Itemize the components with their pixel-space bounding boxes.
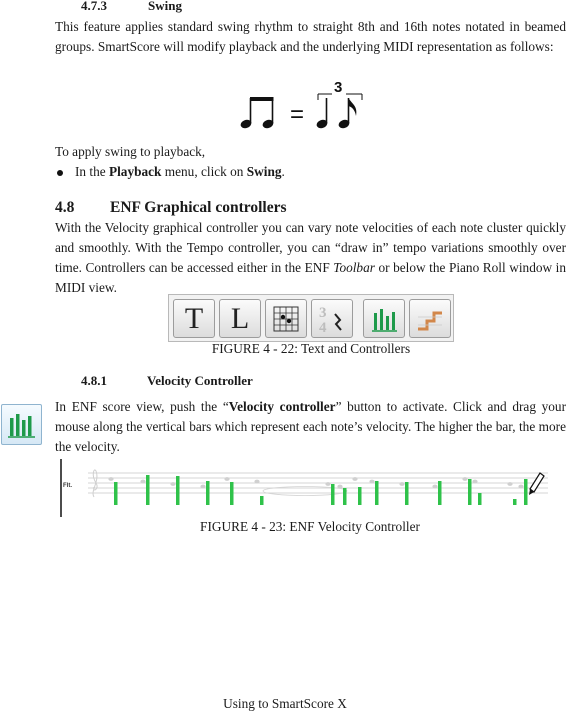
- page-footer: Using to SmartScore X: [223, 696, 347, 711]
- svg-text:4: 4: [319, 319, 327, 336]
- bullet-item: In the Playback menu, click on Swing.: [55, 162, 285, 182]
- swing-menu-item: Swing: [246, 164, 282, 179]
- section-number: 4.8: [55, 199, 75, 216]
- note-head: [369, 480, 374, 484]
- eighth-note: [337, 98, 356, 130]
- staff-instrument-label: Flt.: [63, 483, 72, 489]
- velocity-bars-icon: [2, 405, 41, 444]
- velocity-bar[interactable]: [114, 482, 118, 505]
- chord-grid-icon: [271, 304, 301, 334]
- section-title: ENF Graphical controllers: [110, 199, 287, 216]
- section-heading-4-8-1: [81, 373, 253, 389]
- text-and-controllers-toolbar: [168, 294, 454, 342]
- velocity-bar[interactable]: [478, 493, 482, 505]
- section-number: 4.7.3: [81, 0, 107, 13]
- velocity-bar[interactable]: [230, 482, 234, 505]
- swing-paragraph: This feature applies standard swing rhythm to straight 8th and 16th notes notated in beamed groups. SmartScore will modify playback and the underlying MIDI representation as follows:: [55, 19, 566, 54]
- velocity-bar[interactable]: [438, 481, 442, 505]
- note-head: [462, 477, 467, 481]
- velocity-controller-term: Velocity controller: [228, 399, 336, 414]
- velocity-bar[interactable]: [260, 496, 264, 505]
- beamed-eighth-notes: [239, 97, 274, 130]
- staff-lines: [88, 473, 548, 493]
- velocity-paragraph: In ENF score view, push the “Velocity controller” button to activate. Click and drag your mouse along the vertical bars which represent each note’s velocity. The higher the bar, the more the velocity.: [55, 399, 567, 454]
- note-head: [352, 477, 357, 481]
- triplet-bracket: [318, 79, 362, 100]
- velocity-bar[interactable]: [176, 476, 180, 505]
- section-heading-4-8: [55, 199, 287, 217]
- tempo-controller-button[interactable]: [409, 299, 451, 338]
- velocity-controller-figure: [60, 457, 550, 519]
- chord-grid-button[interactable]: [265, 299, 307, 338]
- section-title: Velocity Controller: [147, 373, 253, 388]
- note-head: [507, 482, 512, 486]
- velocity-bars[interactable]: [108, 475, 527, 505]
- velocity-bar[interactable]: [343, 488, 347, 505]
- note-head: [140, 480, 145, 484]
- velocity-bar[interactable]: [405, 482, 409, 505]
- controllers-paragraph: With the Velocity graphical controller you can vary note velocities of each note cluster quickly and smoothly. With the Tempo controller, you can “draw in” tempo variations smoothly over time. Controllers can be accessed either in the ENF Toolbar or below the Piano Roll window in MIDI view.: [55, 220, 566, 295]
- note-head: [108, 477, 113, 481]
- velocity-bar[interactable]: [513, 499, 517, 505]
- velocity-bar[interactable]: [206, 481, 210, 505]
- triplet-number: 3: [334, 79, 343, 96]
- swing-notation-figure: [234, 76, 366, 134]
- note-head: [432, 485, 437, 489]
- section-number: 4.8.1: [81, 373, 107, 388]
- quarter-note: [315, 98, 328, 130]
- time-signature-icon: [315, 302, 349, 336]
- note-head: [337, 485, 342, 489]
- note-head: [170, 482, 175, 486]
- section-title: Swing: [148, 0, 182, 13]
- velocity-bar[interactable]: [468, 479, 472, 505]
- note-head: [200, 485, 205, 489]
- velocity-bar[interactable]: [524, 479, 528, 505]
- figure-4-23-caption: FIGURE 4 - 23: ENF Velocity Controller: [200, 519, 420, 534]
- note-head: [472, 480, 477, 484]
- svg-text:3: 3: [319, 304, 327, 321]
- text-button[interactable]: T: [173, 299, 215, 338]
- note-head: [224, 477, 229, 481]
- note-head: [399, 482, 404, 486]
- apply-swing-text: To apply swing to playback,: [55, 144, 206, 159]
- velocity-controller-button[interactable]: [363, 299, 405, 338]
- playback-menu-name: Playback: [108, 164, 162, 179]
- note-head: [325, 482, 330, 486]
- toolbar-term: Toolbar: [333, 260, 375, 275]
- note-head: [254, 480, 259, 484]
- velocity-controller-icon-margin: [1, 404, 42, 445]
- velocity-bar[interactable]: [375, 481, 379, 505]
- velocity-bar[interactable]: [358, 487, 362, 505]
- lyrics-button[interactable]: L: [219, 299, 261, 338]
- equals-sign: =: [290, 101, 305, 128]
- section-heading-4-7-3: [81, 0, 182, 14]
- time-signature-button[interactable]: [311, 299, 353, 338]
- velocity-bar[interactable]: [146, 475, 150, 505]
- velocity-bar[interactable]: [331, 484, 335, 505]
- bullet-dot: [57, 170, 63, 176]
- note-head: [518, 485, 523, 489]
- velocity-controller-icon: [369, 304, 399, 334]
- figure-4-22-caption: FIGURE 4 - 22: Text and Controllers: [211, 341, 411, 356]
- pencil-icon[interactable]: [529, 473, 544, 495]
- tempo-controller-icon: [415, 304, 445, 334]
